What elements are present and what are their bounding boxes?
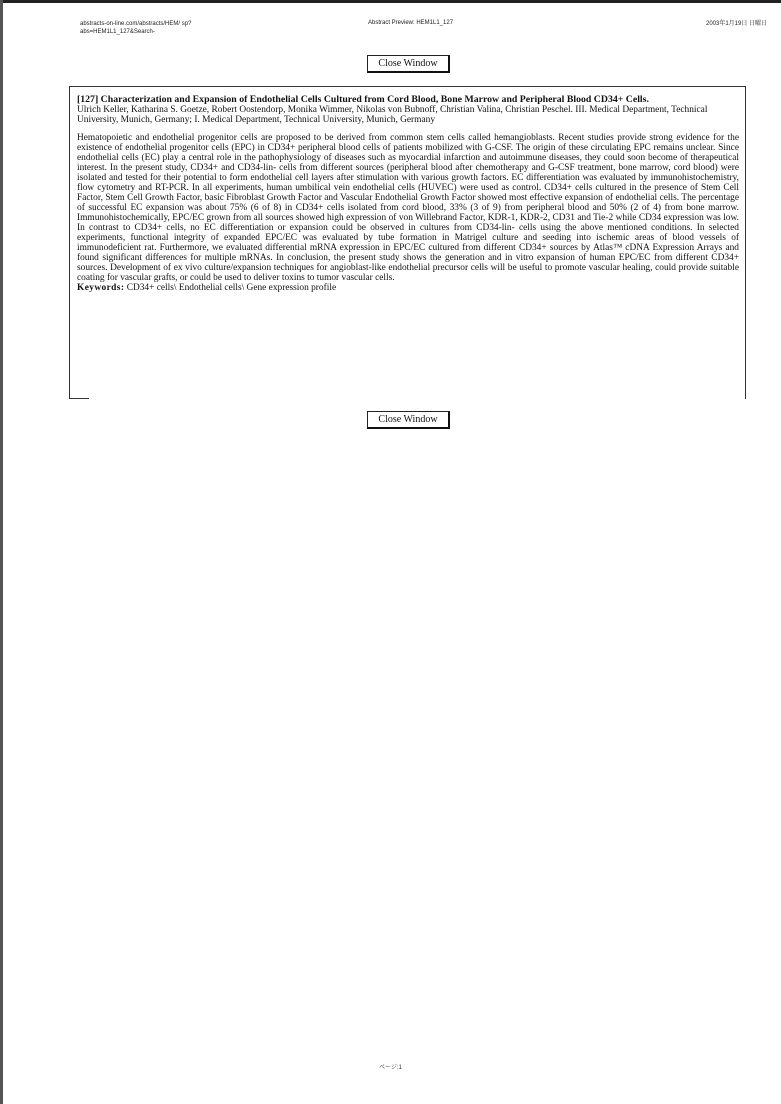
panel-bottom-edge	[69, 398, 89, 399]
abstract-content	[77, 95, 739, 293]
keywords-label: Keywords:	[77, 283, 125, 293]
header-url: abstracts-on-line.com/abstracts/HEM/ sp?abs=HEM1L1_127&Search-	[80, 21, 192, 35]
abstract-authors: Ulrich Keller, Katharina S. Goetze, Robert Oostendorp, Monika Wimmer, Nikolas von Bubnoff, Christian Valina, Christian Peschel. III. Medical Department, Technical University, Munich, Germany; I. Medical Department, Technical University, Munich, Germany	[77, 105, 708, 125]
top-border	[0, 0, 781, 3]
header-page-title: Abstract Preview: HEM1L1_127	[368, 20, 454, 26]
abstract-title: [127] Characterization and Expansion of Endothelial Cells Cultured from Cord Blood, Bone Marrow and Peripheral Blood CD34+ Cells.	[77, 94, 649, 105]
keywords-value: CD34+ cells\ Endothelial cells\ Gene expression profile	[126, 283, 337, 293]
left-border	[0, 0, 3, 1104]
page-number: ページ:1	[379, 1065, 402, 1071]
close-window-button-top[interactable]: Close Window	[367, 55, 450, 73]
abstract-body: Hematopoietic and endothelial progenitor cells are proposed to be derived from common stem cells called hemangioblasts. Recent studies provide strong evidence for the existence of endothelial progenitor cells (EPC) in CD34+ peripheral blood cells of patients mobilized with G-CSF. The origin of these circulating EPC remains unclear. Since endothelial cells (EC) play a central role in the pathophysiology of diseases such as myocardial infarction and autoimmune diseases, they could soon become of therapeutical interest. In the present study, CD34+ and CD34-lin- cells from different sources (peripheral blood after chemotherapy and G-CSF treatment, bone marrow, cord blood) were isolated and tested for their potential to form endothelial cell layers after stimulation with various growth factors. EC differentiation was evaluated by immunohistochemistry, flow cytometry and RT-PCR. In all experiments, human umbilical vein endothelial cells (HUVEC) were used as control. CD34+ cells cultured in the presence of Stem Cell Factor, Stem Cell Growth Factor, basic Fibroblast Growth Factor and Vascular Endothelial Growth Factor showed most effective expansion of endothelial cells. The percentage of successful EC expansion was about 75% (6 of 8) in CD34+ cells isolated from cord blood, 33% (3 of 9) from peripheral blood and 50% (2 of 4) from bone marrow. Immunohistochemically, EPC/EC grown from all sources showed high expression of von Willebrand Factor, KDR-1, KDR-2, CD31 and Tie-2 while CD34 expression was low. In contrast to CD34+ cells, no EC differentiation or expansion could be observed in cultures from CD34-lin- cells using the above mentioned conditions. In selected experiments, functional integrity of expanded EPC/EC was evaluated by tube formation in Matrigel culture and seeding into ischemic areas of blood vessels of immunodeficient rat. Furthermore, we evaluated differential mRNA expression in EPC/EC cultured from different CD34+ sources by Atlas™ cDNA Expression Arrays and found significant differences for multiple mRNAs. In conclusion, the present study shows the generation and in vitro expansion of human EPC/EC from different CD34+ sources. Development of ex vivo culture/expansion techniques for angioblast-like endothelial precursor cells will be useful to promote vascular healing, could provide suitable coating for vascular grafts, or could be used to deliver toxins to tumor vascular cells.	[77, 133, 739, 283]
close-window-button-bottom[interactable]: Close Window	[367, 411, 450, 429]
abstract-body-block	[77, 133, 739, 293]
header-date: 2003年1月19日 日曜日	[706, 21, 768, 27]
